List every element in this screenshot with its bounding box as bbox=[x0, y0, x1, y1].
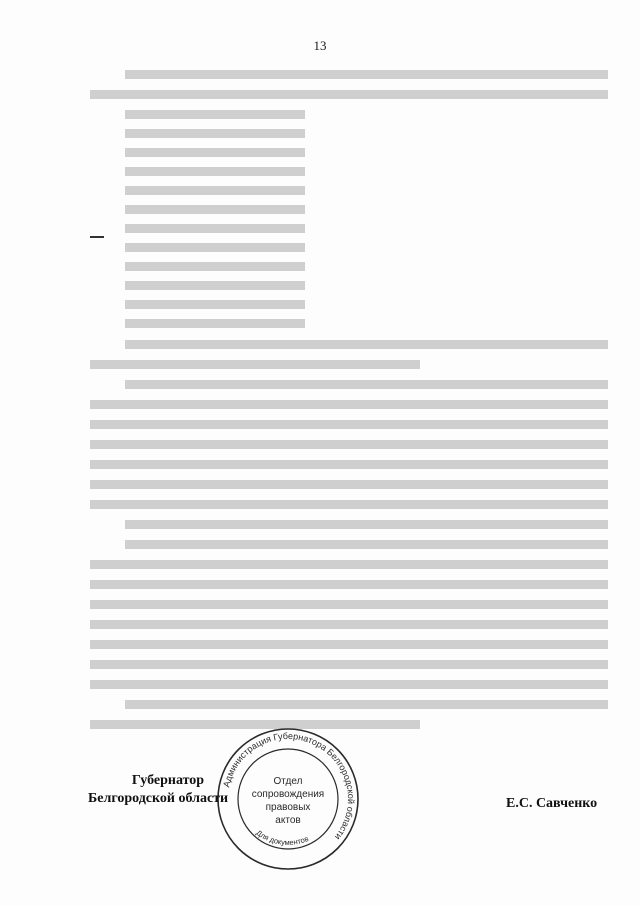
text-line bbox=[90, 480, 608, 489]
text-line bbox=[90, 600, 608, 609]
text-line bbox=[125, 340, 608, 349]
text-line bbox=[90, 460, 608, 469]
text-line bbox=[125, 243, 305, 252]
seal-center-line: актов bbox=[275, 815, 301, 826]
text-line bbox=[90, 680, 608, 689]
text-line bbox=[125, 319, 305, 328]
text-line bbox=[90, 440, 608, 449]
seal-bottom-text: Для документов bbox=[254, 828, 310, 847]
text-line bbox=[90, 660, 608, 669]
text-line bbox=[90, 560, 608, 569]
text-line bbox=[125, 262, 305, 271]
position-line: Губернатор bbox=[131, 773, 205, 788]
seal-center-line: сопровождения bbox=[251, 789, 325, 800]
seal-ring-text: Администрация Губернатора Белгородской области bbox=[221, 730, 357, 842]
signatory-position bbox=[88, 772, 248, 807]
svg-text:Для документов bbox=[254, 828, 309, 847]
text-line bbox=[125, 205, 305, 214]
text-line bbox=[125, 540, 608, 549]
text-line bbox=[125, 110, 305, 119]
text-line bbox=[125, 300, 305, 309]
text-line bbox=[90, 90, 608, 99]
text-line bbox=[90, 360, 420, 369]
margin-mark bbox=[90, 236, 104, 238]
text-line bbox=[125, 186, 305, 195]
text-line bbox=[90, 580, 608, 589]
text-line bbox=[90, 400, 608, 409]
seal-center-line: Отдел bbox=[273, 776, 303, 787]
text-line bbox=[90, 420, 608, 429]
seal-center-line: правовых bbox=[265, 802, 311, 813]
text-line bbox=[125, 148, 305, 157]
text-line bbox=[90, 620, 608, 629]
text-line bbox=[125, 70, 608, 79]
text-line bbox=[90, 500, 608, 509]
text-line bbox=[90, 640, 608, 649]
page-number: 13 bbox=[313, 38, 327, 53]
text-line bbox=[125, 281, 305, 290]
text-line bbox=[125, 520, 608, 529]
text-line bbox=[125, 700, 608, 709]
text-line bbox=[125, 167, 305, 176]
text-line bbox=[125, 129, 305, 138]
text-line bbox=[125, 224, 305, 233]
signatory-name: Е.С. Савченко bbox=[506, 796, 598, 811]
position-line: Белгородской области bbox=[88, 790, 229, 806]
text-line bbox=[125, 380, 608, 389]
